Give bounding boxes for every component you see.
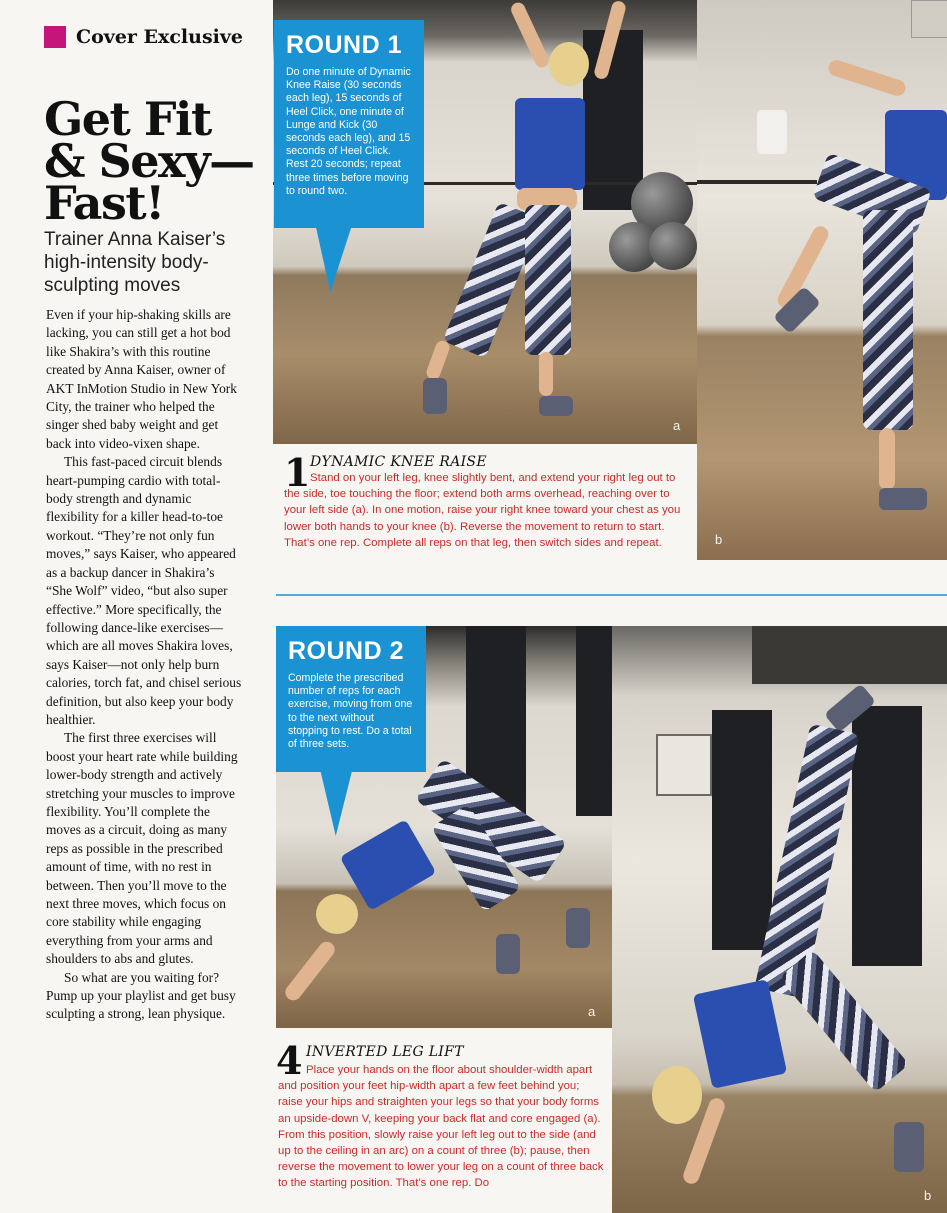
figure-shoe (539, 396, 573, 416)
wall-heater (656, 734, 712, 796)
round1-callout (274, 20, 424, 228)
figure-top (693, 979, 787, 1089)
photo-window (576, 626, 612, 816)
headline-line: Get Fit (44, 92, 211, 146)
figure-shoe (894, 1122, 924, 1172)
body-paragraph: Even if your hip-shaking skills are lacking, you can still get a hot bod like Shakira’s with this routine created by Anna Kaiser, owner of AKT InMotion Studio in New York City, the trainer who helped the singer shed baby weight and get back into video-vixen shape. (46, 307, 237, 451)
figure-shin (425, 339, 452, 381)
photo-exercise1-b (697, 0, 947, 560)
figure-head (652, 1066, 702, 1124)
exercise-ball (649, 222, 697, 270)
photo-label: b (715, 532, 723, 547)
figure-shoe (566, 908, 590, 948)
photo-label: a (588, 1004, 596, 1019)
wall-dispenser (757, 110, 787, 154)
article-body (46, 306, 242, 1024)
exercise1-panel (276, 444, 697, 564)
headline (44, 92, 269, 230)
figure-shin (879, 428, 895, 490)
round1-title: ROUND 1 (286, 31, 403, 59)
figure-arm (282, 938, 338, 1003)
photo-exercise4-b (612, 626, 947, 1213)
photo-window (712, 710, 772, 950)
section-divider (276, 594, 947, 596)
deck-subtitle: Trainer Anna Kaiser’s high-intensity body-sculpting moves (44, 229, 226, 296)
exercise4-panel (276, 1028, 612, 1213)
figure-top (515, 98, 585, 190)
photo-window (852, 706, 922, 966)
photo-label: a (673, 418, 681, 433)
ballet-barre (697, 180, 817, 184)
headline-line: Fast! (44, 176, 164, 230)
round2-title: ROUND 2 (288, 637, 405, 665)
headline-line: & Sexy— (44, 134, 254, 188)
figure-head (316, 894, 358, 934)
exercise1-number: 1 (284, 450, 311, 495)
figure-leg (779, 949, 909, 1092)
figure-head (549, 42, 589, 86)
photo-label: b (924, 1188, 932, 1203)
wall-vent (911, 0, 947, 38)
exercise4-number: 4 (276, 1038, 303, 1083)
body-paragraph: This fast-paced circuit blends heart-pumping cardio with total-body strength and dynamic flexibility for a killer head-to-toe workout. “They’re not only fun moves,” says Kaiser, who appeared as a backup dancer in Shakira’s “She Wolf” video, “but also super effective.” More specifically, the following dance-like exercises—which are all moves Shakira loves, says Kaiser—not only help burn calories, torch fat, and chisel serious definition, but also keep your body healthier. (46, 454, 242, 727)
exercise1-instructions: Stand on your left leg, knee slightly bent, and extend your right leg out to the side, toe touching the floor; extend both arms overhead, reaching over to your left side (a). In one motion, raise your right knee toward your chest as you lower both hands to your knee (b). Reverse the movement to return to start. That’s one rep. Complete all reps on that leg, then switch sides and repeat. (284, 472, 681, 549)
figure-shoe (423, 378, 447, 414)
figure-arm (509, 0, 551, 69)
figure-leg (863, 210, 913, 430)
body-paragraph: The first three exercises will boost your heart rate while building lower-body strength and actively stretching your muscles to improve flexibility. You’ll complete the moves as a circuit, doing as many reps as possible in the prescribed amount of time, with no rest in between. Then you’ll move to the next three moves, which focus on core stability while engaging everything from your arms and shoulders to abs and glutes. (46, 730, 238, 967)
section-tag (44, 26, 243, 48)
section-label: Cover Exclusive (76, 26, 244, 48)
round2-callout (276, 626, 426, 772)
figure-shin (539, 352, 553, 396)
body-paragraph: So what are you waiting for? Pump up your playlist and get busy sculpting a strong, lean physique. (46, 969, 236, 1022)
exercise4-instructions: Place your hands on the floor about shoulder-width apart and position your feet hip-width apart a few feet behind you; raise your hips and straighten your legs so that your body forms an upside-down V, keeping your back flat and core engaged (a). From this position, slowly raise your left leg out to the side (and up to the ceiling in an arc) on a count of three (b); pause, then reverse the movement to lower your leg on a count of three back to the starting position. That’s one rep. Do (278, 1064, 604, 1190)
figure-top (340, 819, 437, 911)
figure-shoe (496, 934, 520, 974)
section-marker (44, 26, 66, 48)
figure-shoe (879, 488, 927, 510)
ceiling-duct (752, 626, 947, 684)
figure-leg (525, 205, 571, 355)
figure-arm (826, 58, 907, 98)
round1-text: Do one minute of Dynamic Knee Raise (30 seconds each leg), 15 seconds of Heel Click, one minute of Lunge and Kick (30 seconds each leg), and 15 seconds of Heel Click. Rest 20 seconds; repeat three times before moving to round two. (286, 66, 411, 197)
exercise1-title: DYNAMIC KNEE RAISE (310, 454, 487, 470)
exercise4-title: INVERTED LEG LIFT (306, 1044, 464, 1060)
round2-text: Complete the prescribed number of reps for each exercise, moving from one to the next without stopping to rest. Do a total of three sets. (288, 672, 413, 751)
